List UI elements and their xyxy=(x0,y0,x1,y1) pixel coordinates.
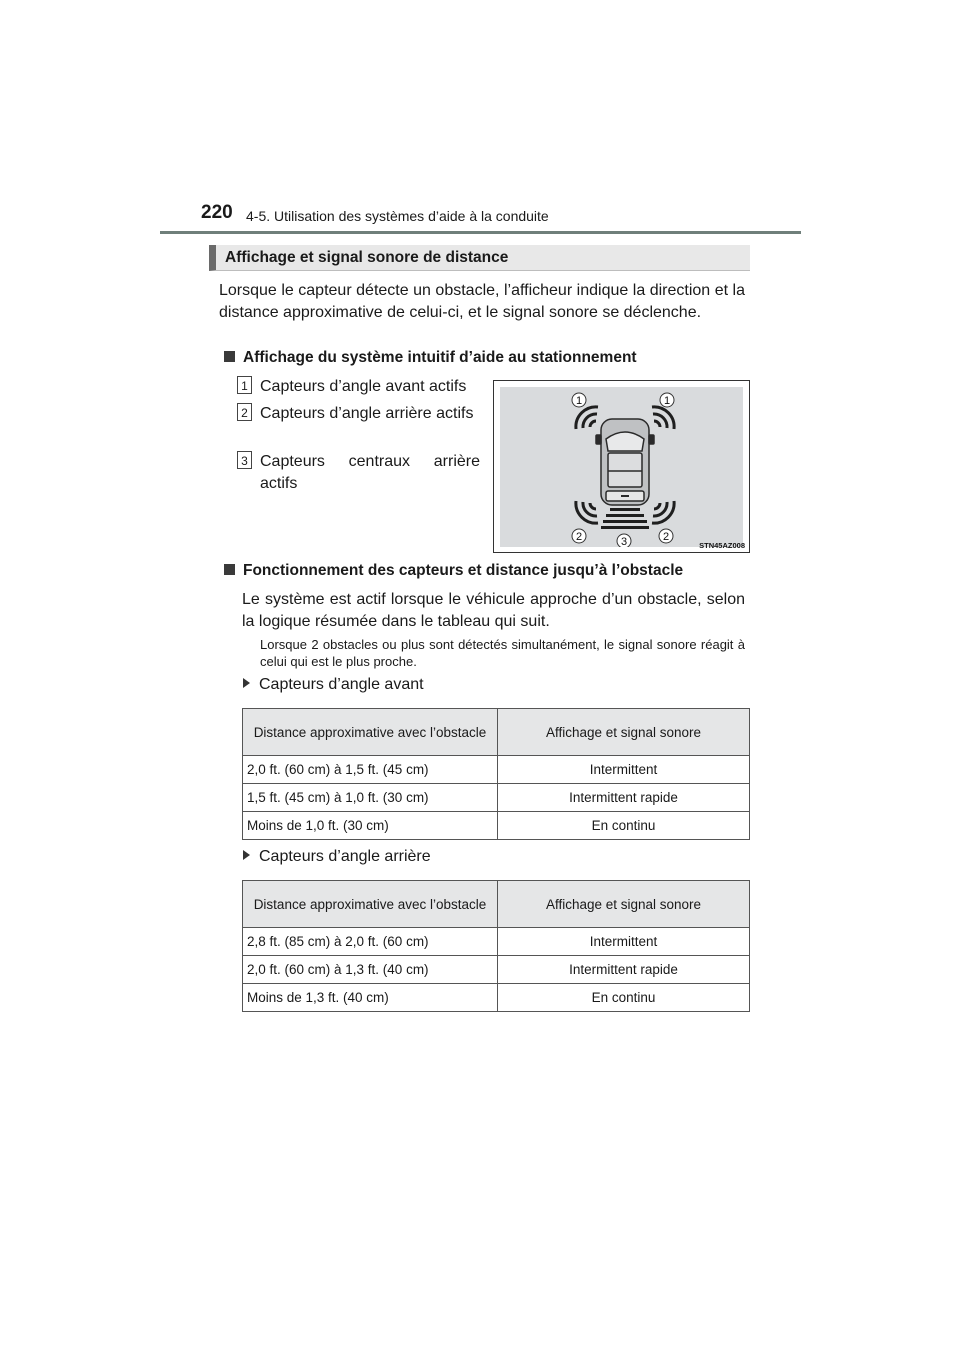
table-row xyxy=(243,956,750,984)
page-number: 220 xyxy=(201,202,233,223)
callout-1-left-text: 1 xyxy=(575,395,583,407)
callout-2-left-text: 2 xyxy=(575,531,583,543)
display-heading xyxy=(224,349,637,367)
section-intro: Lorsque le capteur détecte un obstacle, l’afficheur indique la direction et la distance approximative de celui-ci, et le signal sonore se déclenche. xyxy=(219,282,745,321)
header-divider xyxy=(160,231,801,234)
table-header-row xyxy=(243,881,750,928)
column-header-signal: Affichage et signal sonore xyxy=(498,881,750,928)
signal-cell: Intermittent rapide xyxy=(498,784,750,812)
legend-label: Capteurs d’angle arrière actifs xyxy=(260,405,474,422)
rear-left-sensor-waves-icon xyxy=(576,501,598,523)
operation-heading xyxy=(224,562,683,580)
signal-cell: Intermittent xyxy=(498,756,750,784)
signal-cell: Intermittent rapide xyxy=(498,956,750,984)
callout-1-right xyxy=(660,393,674,407)
front-corner-label-text: Capteurs d’angle avant xyxy=(259,676,424,693)
rear-corner-label xyxy=(243,848,431,866)
table-row xyxy=(243,756,750,784)
column-header-distance: Distance approximative avec l’obstacle xyxy=(243,709,498,756)
vehicle-top-view-icon xyxy=(596,419,654,505)
rear-center-sensor-bars-icon xyxy=(601,508,649,529)
column-header-distance: Distance approximative avec l’obstacle xyxy=(243,881,498,928)
display-heading-text: Affichage du système intuitif d’aide au stationnement xyxy=(243,349,637,366)
legend-label: Capteurs centraux arrière actifs xyxy=(260,453,480,492)
distance-cell: 2,0 ft. (60 cm) à 1,3 ft. (40 cm) xyxy=(243,956,498,984)
distance-cell: 1,5 ft. (45 cm) à 1,0 ft. (30 cm) xyxy=(243,784,498,812)
rear-right-sensor-waves-icon xyxy=(652,501,674,523)
column-header-signal: Affichage et signal sonore xyxy=(498,709,750,756)
operation-note: Lorsque 2 obstacles ou plus sont détectés simultanément, le signal sonore réagit à celui qui est le plus proche. xyxy=(260,637,745,669)
table-header-row xyxy=(243,709,750,756)
legend-label: Capteurs d’angle avant actifs xyxy=(260,378,467,395)
square-bullet-icon xyxy=(224,351,235,362)
callout-3-center-text: 3 xyxy=(620,536,628,547)
distance-cell: 2,0 ft. (60 cm) à 1,5 ft. (45 cm) xyxy=(243,756,498,784)
parking-assist-figure xyxy=(493,380,750,553)
chapter-title: 4-5. Utilisation des systèmes d’aide à la conduite xyxy=(246,208,549,224)
callout-number: 1 xyxy=(237,376,252,394)
callout-1-right-text: 1 xyxy=(663,395,671,407)
operation-heading-text: Fonctionnement des capteurs et distance jusqu’à l’obstacle xyxy=(243,562,684,579)
table-row xyxy=(243,984,750,1012)
distance-cell: Moins de 1,3 ft. (40 cm) xyxy=(243,984,498,1012)
rear-corner-table xyxy=(242,880,750,1012)
table-row xyxy=(243,784,750,812)
figure-code: STN45AZ008 xyxy=(699,541,745,550)
rear-corner-label-text: Capteurs d’angle arrière xyxy=(259,848,431,865)
triangle-bullet-icon xyxy=(243,678,250,688)
callout-number: 2 xyxy=(237,403,252,421)
callout-1-left xyxy=(572,393,586,407)
signal-cell: En continu xyxy=(498,812,750,840)
distance-cell: Moins de 1,0 ft. (30 cm) xyxy=(243,812,498,840)
signal-cell: En continu xyxy=(498,984,750,1012)
section-title: Affichage et signal sonore de distance xyxy=(209,245,750,271)
square-bullet-icon xyxy=(224,564,235,575)
front-right-sensor-waves-icon xyxy=(652,407,674,429)
callout-2-right-text: 2 xyxy=(662,531,670,543)
triangle-bullet-icon xyxy=(243,850,250,860)
distance-cell: 2,8 ft. (85 cm) à 2,0 ft. (60 cm) xyxy=(243,928,498,956)
callout-2-left xyxy=(572,529,586,543)
callout-2-right xyxy=(659,529,673,543)
table-row xyxy=(243,812,750,840)
figure-background xyxy=(500,387,743,547)
front-corner-label xyxy=(243,676,424,694)
front-corner-table xyxy=(242,708,750,840)
front-left-sensor-waves-icon xyxy=(576,407,598,429)
callout-number: 3 xyxy=(237,451,252,469)
callout-3-center xyxy=(617,534,631,547)
table-row xyxy=(243,928,750,956)
vehicle-sensor-illustration xyxy=(500,387,743,547)
operation-text: Le système est actif lorsque le véhicule approche d’un obstacle, selon la logique résumée dans le tableau qui suit. xyxy=(242,591,745,630)
signal-cell: Intermittent xyxy=(498,928,750,956)
